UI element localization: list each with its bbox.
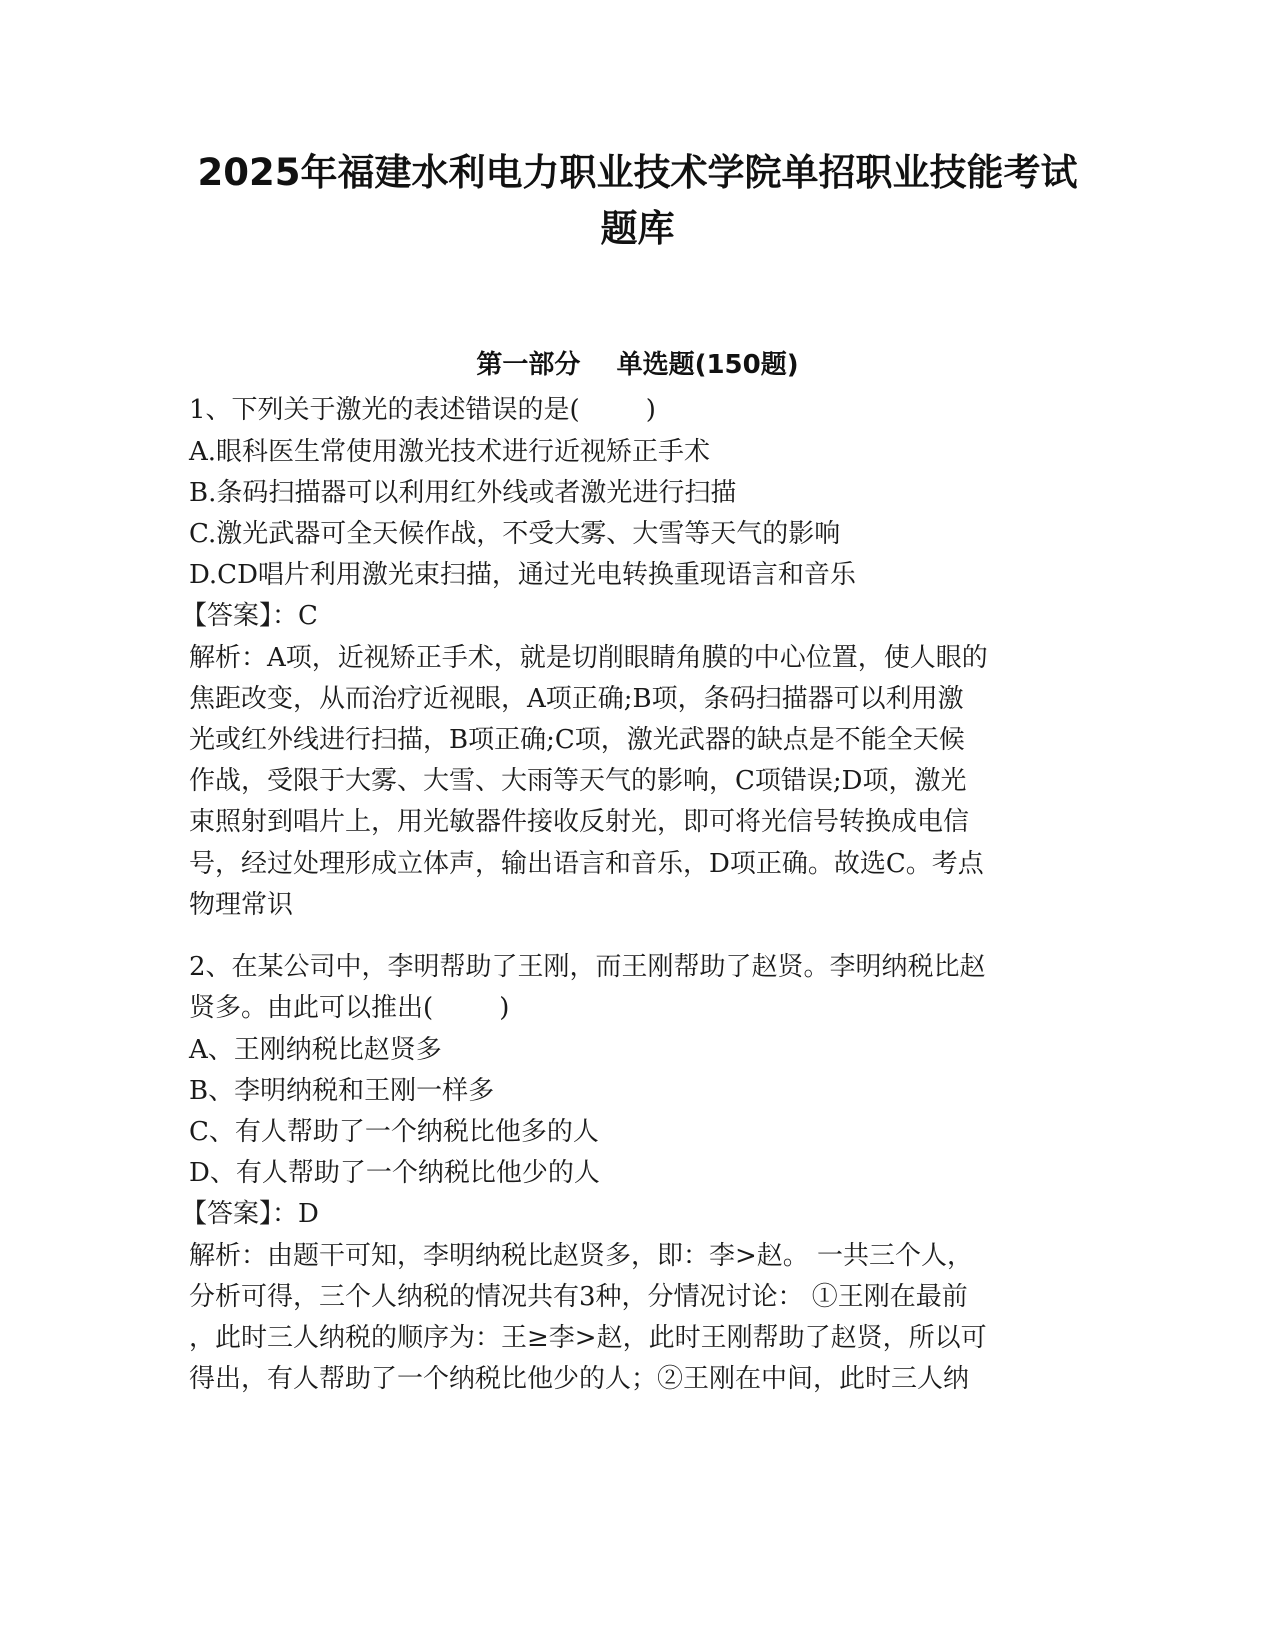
option-d: D、有人帮助了一个纳税比他少的人: [189, 1158, 600, 1188]
question-stem: 2、在某公司中，李明帮助了王刚，而王刚帮助了赵贤。李明纳税比赵: [189, 952, 986, 982]
question-stem: 1、下列关于激光的表述错误的是( ): [189, 395, 656, 425]
analysis-line: 解析：由题干可知，李明纳税比赵贤多，即：李>赵。 一共三个人，: [189, 1241, 974, 1271]
option-a: A.眼科医生常使用激光技术进行近视矫正手术: [189, 437, 711, 467]
analysis-line: 号，经过处理形成立体声，输出语言和音乐，D项正确。故选C。考点: [189, 849, 984, 879]
document-title-line-2: 题库: [600, 207, 675, 250]
analysis-line: 分析可得，三个人纳税的情况共有3种，分情况讨论： ①王刚在最前: [189, 1282, 968, 1312]
analysis-line: 物理常识: [189, 890, 294, 920]
analysis-line: 光或红外线进行扫描，B项正确;C项，激光武器的缺点是不能全天候: [189, 725, 965, 755]
answer-line: 【答案】：D: [181, 1199, 319, 1229]
option-a: A、王刚纳税比赵贤多: [189, 1035, 442, 1065]
analysis-line: ，此时三人纳税的顺序为：王≥李>赵，此时王刚帮助了赵贤，所以可: [189, 1323, 987, 1353]
section-heading: 第一部分 单选题(150题): [476, 350, 799, 380]
option-c: C.激光武器可全天候作战，不受大雾、大雪等天气的影响: [189, 519, 841, 549]
answer-line: 【答案】：C: [181, 601, 318, 631]
analysis-line: 作战，受限于大雾、大雪、大雨等天气的影响，C项错误;D项，激光: [189, 766, 967, 796]
option-d: D.CD唱片利用激光束扫描，通过光电转换重现语言和音乐: [189, 560, 856, 590]
analysis-line: 焦距改变，从而治疗近视眼，A项正确;B项，条码扫描器可以利用激: [189, 684, 964, 714]
analysis-line: 束照射到唱片上，用光敏器件接收反射光，即可将光信号转换成电信: [189, 807, 970, 837]
option-c: C、有人帮助了一个纳税比他多的人: [189, 1117, 599, 1147]
question-stem: 贤多。由此可以推出( ): [189, 993, 510, 1023]
analysis-line: 得出，有人帮助了一个纳税比他少的人；②王刚在中间，此时三人纳: [189, 1364, 970, 1394]
option-b: B、李明纳税和王刚一样多: [189, 1076, 495, 1106]
option-b: B.条码扫描器可以利用红外线或者激光进行扫描: [189, 478, 737, 508]
analysis-line: 解析：A项，近视矫正手术，就是切削眼睛角膜的中心位置，使人眼的: [189, 643, 988, 673]
document-title-line-1: 2025年福建水利电力职业技术学院单招职业技能考试: [197, 151, 1078, 194]
